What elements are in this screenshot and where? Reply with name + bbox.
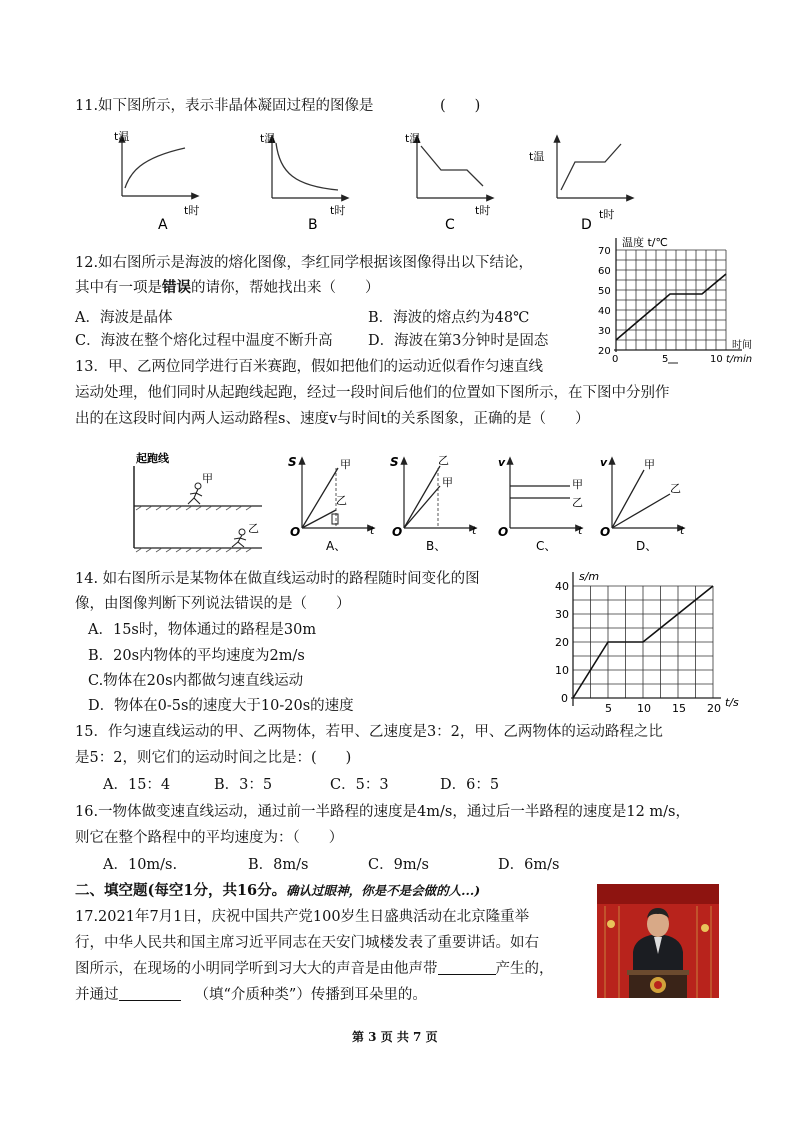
q11-graph-b (260, 132, 346, 233)
q11-graph-a (114, 130, 199, 233)
q16-option-a: A．10m/s. (103, 857, 178, 873)
q13-b-y: S (390, 455, 399, 469)
q15-option-a: A．15：4 (103, 777, 171, 793)
q13-a-y: S (288, 455, 297, 469)
q17-blank-1[interactable] (438, 960, 496, 975)
q14-option-d: D．物体在0-5s的速度大于10-20s的速度 (88, 698, 354, 714)
q11-b-xlabel: t时 (330, 204, 346, 217)
q12-ytick-50: 50 (598, 286, 611, 297)
page-footer: 第 3 页 共 7 页 (352, 1030, 438, 1044)
q17-line3 (75, 960, 554, 978)
q12-melting-graph (592, 232, 772, 368)
q11-d-ylabel: t温 (529, 150, 545, 163)
q11-c-xlabel: t时 (475, 204, 491, 217)
q16-line1: 16.一物体做变速直线运动，通过前一半路程的速度是4m/s，通过后一半路程的速度是12 m/s， (75, 804, 690, 820)
q13-a-line-2: 乙 (336, 494, 347, 507)
q14-ytick: 40 (555, 580, 569, 593)
q13-graph-b (390, 454, 477, 553)
q12-line2-bold: 错误 (162, 279, 191, 296)
q12-xlabel-2: t/min (726, 354, 753, 365)
q13-d-x: t (680, 524, 685, 537)
q12-ytick-20: 20 (598, 346, 611, 357)
q12-ytick-30: 30 (598, 326, 611, 337)
q14-ytick: 30 (555, 608, 569, 621)
q12-option-c: C．海波在整个熔化过程中温度不断升高 (75, 333, 333, 349)
q14-xtick: 5 (605, 702, 612, 715)
q13-b-tag: B、 (426, 539, 447, 553)
q15-line2: 是5：2，则它们的运动时间之比是：( ) (75, 750, 352, 766)
q13-c-x: t (578, 524, 583, 537)
q13-line2: 运动处理，他们同时从起跑线起跑，经过一段时间后他们的位置如下图所示，在下图中分别作 (75, 385, 670, 401)
q12-ylabel: 温度 t/℃ (622, 236, 668, 249)
q13-a-origin: O (290, 525, 301, 539)
q16-option-c: C．9m/s (368, 857, 429, 873)
q16-option-d: D．6m/s (498, 857, 560, 873)
q12-grid (616, 250, 726, 350)
q17-line4a: 并通过 (75, 987, 119, 1003)
q11-b-ylabel: t温 (260, 132, 276, 145)
q14-ytick: 10 (555, 664, 569, 677)
q11-a-xlabel: t时 (184, 204, 200, 217)
q17-line1: 17.2021年7月1日，庆祝中国共产党100岁生日盛典活动在北京隆重举 (75, 909, 530, 925)
section2-heading (75, 882, 480, 900)
q13-c-origin: O (498, 525, 509, 539)
q17-line2: 行，中华人民共和国主席习近平同志在天安门城楼发表了重要讲话。如右 (75, 935, 539, 951)
q15-option-b: B．3：5 (214, 777, 273, 793)
q14-line2: 像，由图像判断下列说法错误的是（ ） (75, 596, 351, 612)
q13-race-scene (134, 452, 262, 552)
q14-ytick: 20 (555, 636, 569, 649)
q13-start-line-label: 起跑线 (136, 452, 169, 465)
q12-xlabel-1: 时间 (732, 340, 752, 351)
q14-xlabel: t/s (725, 696, 739, 709)
q14-xtick: 20 (707, 702, 721, 715)
q12-line2a: 其中有一项是 (75, 280, 162, 296)
q14-line1: 14. 如右图所示是某物体在做直线运动时的路程随时间变化的图 (75, 571, 480, 587)
q13-a-x: t (370, 524, 375, 537)
q12-line1: 12.如右图所示是海波的熔化图像，李红同学根据该图像得出以下结论， (75, 255, 534, 271)
q13-c-y: v (498, 456, 506, 469)
q13-b-origin: O (392, 525, 403, 539)
q13-figures (128, 452, 688, 554)
q13-scene-yi: 乙 (248, 522, 259, 535)
q14-distance-time-chart (545, 566, 750, 716)
q13-scene-jia: 甲 (202, 472, 213, 485)
q11-a-ylabel: t温 (114, 130, 130, 143)
q11-graph-d (529, 138, 631, 233)
q13-b-line-1: 乙 (438, 454, 449, 467)
q13-d-line-1: 甲 (644, 458, 655, 471)
q11-b-tag: B (308, 217, 318, 233)
q11-a-tag: A (158, 217, 168, 233)
q17-line4b: （填“介质种类”）传播到耳朵里的。 (194, 987, 427, 1003)
q13-line1: 13．甲、乙两位同学进行百米赛跑，假如把他们的运动近似看作匀速直线 (75, 359, 543, 375)
q12-xtick-0: 0 (612, 354, 619, 365)
q15-option-d: D．6：5 (440, 777, 500, 793)
q17-line3b: 产生的， (495, 961, 554, 977)
q15-option-c: C．5：3 (330, 777, 389, 793)
q13-c-line-1: 甲 (572, 478, 583, 491)
q13-line3: 出的在这段时间内两人运动路程s、速度v与时间t的关系图象，正确的是（ ） (75, 411, 590, 427)
q12-ytick-40: 40 (598, 306, 611, 317)
q11-graphs (100, 128, 720, 236)
q13-d-line-2: 乙 (670, 482, 681, 495)
q13-a-tag: A、 (326, 539, 347, 553)
q13-b-line-2: 甲 (442, 476, 453, 489)
q13-c-line-2: 乙 (572, 496, 583, 509)
q17-blank-2[interactable] (119, 986, 181, 1001)
q13-graph-d (600, 456, 685, 553)
q11-d-tag: D (581, 217, 592, 233)
q12-xtick-10: 10 (710, 354, 723, 365)
q13-d-origin: O (600, 525, 611, 539)
ceremony-photo (597, 884, 719, 998)
q11-c-ylabel: t温 (405, 132, 421, 145)
q16-option-b: B．8m/s (248, 857, 309, 873)
q14-option-a: A．15s时，物体通过的路程是30m (88, 622, 317, 638)
q12-option-d: D．海波在第3分钟时是固态 (368, 333, 549, 349)
q11-c-tag: C (445, 217, 455, 233)
q14-ytick: 0 (561, 692, 568, 705)
q14-ylabel: s/m (579, 570, 600, 583)
q17-line3a: 图所示，在现场的小明同学听到习大大的声音是由他声带 (75, 961, 438, 977)
q11-answer-paren: ( ) (440, 98, 481, 114)
q13-a-line-1: 甲 (340, 458, 351, 471)
q12-option-b: B．海波的熔点约为48℃ (368, 310, 530, 326)
q15-line1: 15．作匀速直线运动的甲、乙两物体，若甲、乙速度是3：2，甲、乙两物体的运动路程之比 (75, 724, 663, 740)
q11-graph-c (405, 132, 491, 233)
q12-line2c: 的请你，帮她找出来（ ） (191, 280, 380, 296)
q13-c-tag: C、 (536, 539, 557, 553)
q12-option-a: A．海波是晶体 (75, 310, 173, 326)
q12-line2 (75, 279, 380, 297)
q13-d-tag: D、 (636, 539, 658, 553)
q16-line2: 则它在整个路程中的平均速度为：（ ） (75, 830, 344, 846)
q13-graph-c (498, 456, 583, 553)
q14-option-c: C.物体在20s内都做匀速直线运动 (88, 673, 304, 689)
q12-ytick-70: 70 (598, 246, 611, 257)
q13-d-y: v (600, 456, 608, 469)
q11-d-xlabel: t时 (599, 208, 615, 221)
q14-xtick: 15 (672, 702, 686, 715)
q14-xtick: 10 (637, 702, 651, 715)
section2-note: 确认过眼神，你是不是会做的人...) (286, 883, 481, 898)
q13-graph-a (288, 455, 375, 553)
q14-option-b: B．20s内物体的平均速度为2m/s (88, 648, 305, 664)
q17-line4 (75, 986, 427, 1004)
q12-xtick-5: 5 (662, 354, 669, 365)
section2-title: 二、填空题(每空1分，共16分。 (75, 882, 287, 899)
q12-ytick-60: 60 (598, 266, 611, 277)
q13-b-x: t (472, 524, 477, 537)
q11-stem: 11.如下图所示，表示非晶体凝固过程的图像是 (75, 98, 374, 114)
